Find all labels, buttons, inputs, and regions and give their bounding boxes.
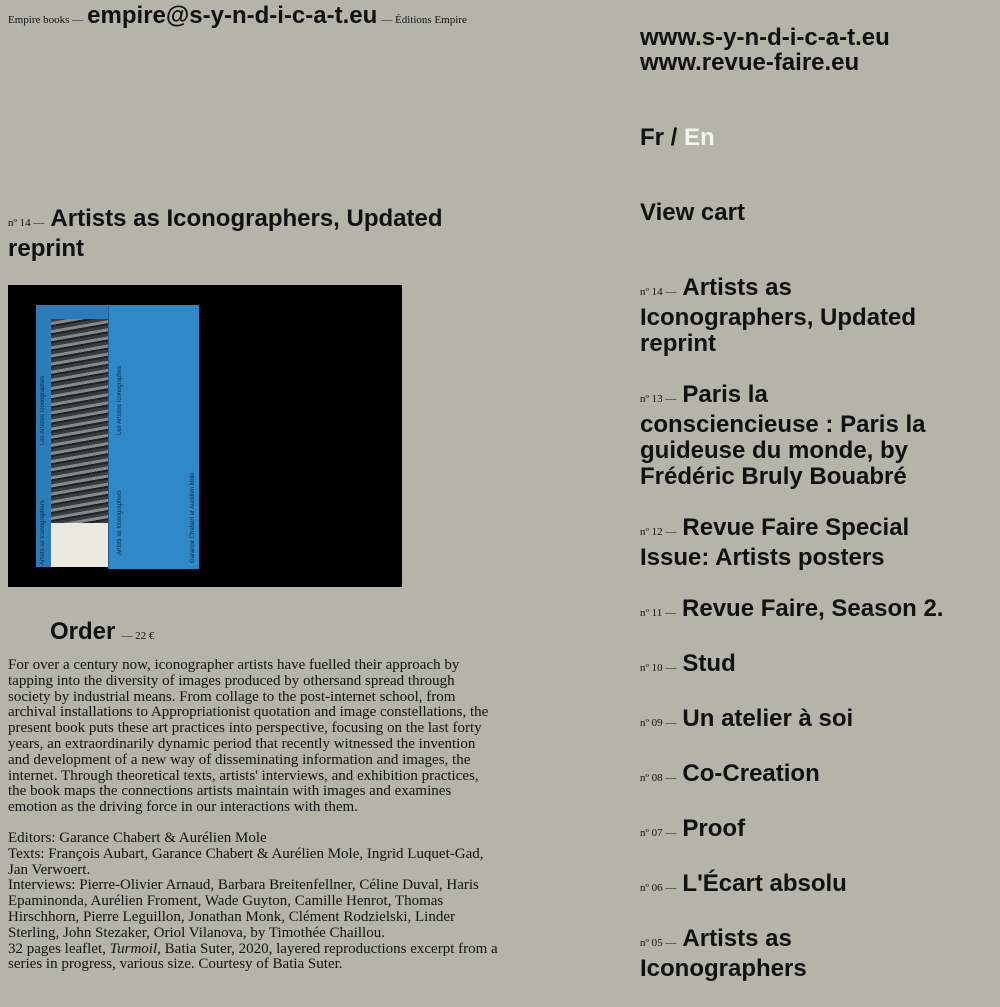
issue-number: nº 14 — <box>640 286 677 298</box>
cover-back-spine-text: Artists as Iconographers <box>40 500 46 565</box>
list-item[interactable] <box>640 596 950 626</box>
list-item[interactable] <box>640 926 950 982</box>
book-cover-image <box>8 285 402 587</box>
interviews-credit: Interviews: Pierre-Olivier Arnaud, Barbara Breitenfellner, Céline Duval, Haris Epaminonda, Aurélien Froment, Wade Guyton, Camille Henrot, Thomas Hirschhorn, Pierre Leguillon, Jonathan Monk, Clément Rodzielski, Linder Sterling, John Stezaker, Oriol Vilanova, by Timothée Chaillou. <box>8 877 479 941</box>
issue-link[interactable]: Artists as Iconographers <box>640 925 807 982</box>
issue-number: nº 08 — <box>640 772 677 784</box>
issue-number: nº 10 — <box>640 662 677 674</box>
view-cart-link[interactable]: View cart <box>640 199 745 226</box>
cover-front-title: Artists as Iconographers <box>117 490 123 555</box>
issue-link[interactable]: Un atelier à soi <box>682 705 854 732</box>
issue-number: nº 06 — <box>640 882 677 894</box>
leaflet-text-b: , Batia Suter, 2020, layered reproductions excerpt from a series in progress, various size. Courtesy of Batia Suter. <box>8 940 498 973</box>
list-item[interactable] <box>640 761 950 791</box>
texts-credit: Texts: François Aubart, Garance Chabert & Aurélien Mole, Ingrid Luquet-Gad, Jan Verwoert. <box>8 845 484 878</box>
order-row <box>50 618 154 646</box>
revue-faire-link[interactable]: www.revue-faire.eu <box>640 49 860 76</box>
cover-front-editors: Garance Chabert et Aurélien Mole <box>190 472 196 563</box>
issue-number: nº 07 — <box>640 827 677 839</box>
price: — 22 € <box>121 630 155 642</box>
leaflet-credit <box>8 942 500 974</box>
syndicat-link[interactable]: www.s-y-n-d-i-c-a-t.eu <box>640 24 890 51</box>
issue-link[interactable]: Revue Faire, Season 2. <box>682 595 944 622</box>
leaflet-text-a: 32 pages leaflet, <box>8 940 110 957</box>
issue-number: nº 09 — <box>640 717 677 729</box>
order-button[interactable]: Order <box>50 618 116 645</box>
list-item[interactable] <box>640 816 950 846</box>
issue-link[interactable]: Co-Creation <box>682 760 820 787</box>
lang-separator: / <box>670 124 678 151</box>
issue-number: nº 05 — <box>640 937 677 949</box>
list-item[interactable] <box>640 871 950 901</box>
issue-link[interactable]: L'Écart absolu <box>682 870 847 897</box>
issue-link[interactable]: Stud <box>682 650 736 677</box>
issue-number: nº 13 — <box>640 393 677 405</box>
lang-fr-link[interactable]: Fr <box>640 124 664 151</box>
list-item[interactable] <box>640 275 950 357</box>
issue-link[interactable]: Revue Faire Special Issue: Artists posters <box>640 514 910 571</box>
issue-number: nº 12 — <box>640 526 677 538</box>
lang-en-link[interactable]: En <box>684 124 715 151</box>
header-bar <box>8 2 467 30</box>
list-item[interactable] <box>640 706 950 736</box>
language-switcher <box>640 124 715 152</box>
list-item[interactable] <box>640 651 950 681</box>
list-item[interactable] <box>640 515 950 571</box>
issue-number: nº 11 — <box>640 607 677 619</box>
book-description <box>8 658 500 973</box>
editors-credit: Editors: Garance Chabert & Aurélien Mole <box>8 829 267 846</box>
cover-front-title-fr: Les Artistes Iconographes <box>117 365 123 435</box>
cover-photo-white <box>51 523 108 567</box>
issue-link[interactable]: Proof <box>682 815 746 842</box>
site-links <box>640 25 890 75</box>
page-title <box>8 206 478 262</box>
header-suffix: — Éditions Empire <box>381 14 467 26</box>
header-prefix: Empire books — <box>8 14 84 26</box>
issue-link[interactable]: Paris la consciencieuse : Paris la guideuse du monde, by Frédéric Bruly Bouabré <box>640 381 926 490</box>
email-link[interactable]: empire@s-y-n-d-i-c-a-t.eu <box>87 2 378 29</box>
description-text: For over a century now, iconographer artists have fuelled their approach by tapping into the diversity of images produced by othersand spread through society by industrial means. From collage to the post-internet school, from archival installations to Appropriationist quotation and image constellations, the present book puts these art practices into perspective, focusing on the last forty years, an extraordinarily dynamic period that recently witnessed the invention and development of a new way of disseminating information and images, the internet. Through theoretical texts, artists' interviews, and exhibition practices, the book maps the connections artists maintain with images and examines emotion as the driving force in our interactions with them. <box>8 657 489 816</box>
book-number: nº 14 — <box>8 217 45 229</box>
book-title: Artists as Iconographers, Updated reprint <box>8 205 443 262</box>
cover-back-spine-text-fr: Les Artistes Iconographes <box>40 375 46 445</box>
cover-photo-strip <box>51 319 108 523</box>
list-item[interactable] <box>640 382 950 490</box>
cart-area <box>640 199 745 227</box>
leaflet-title: Turmoil <box>109 940 158 957</box>
issue-link[interactable]: Artists as Iconographers, Updated reprint <box>640 274 917 357</box>
issue-list <box>640 275 950 1007</box>
